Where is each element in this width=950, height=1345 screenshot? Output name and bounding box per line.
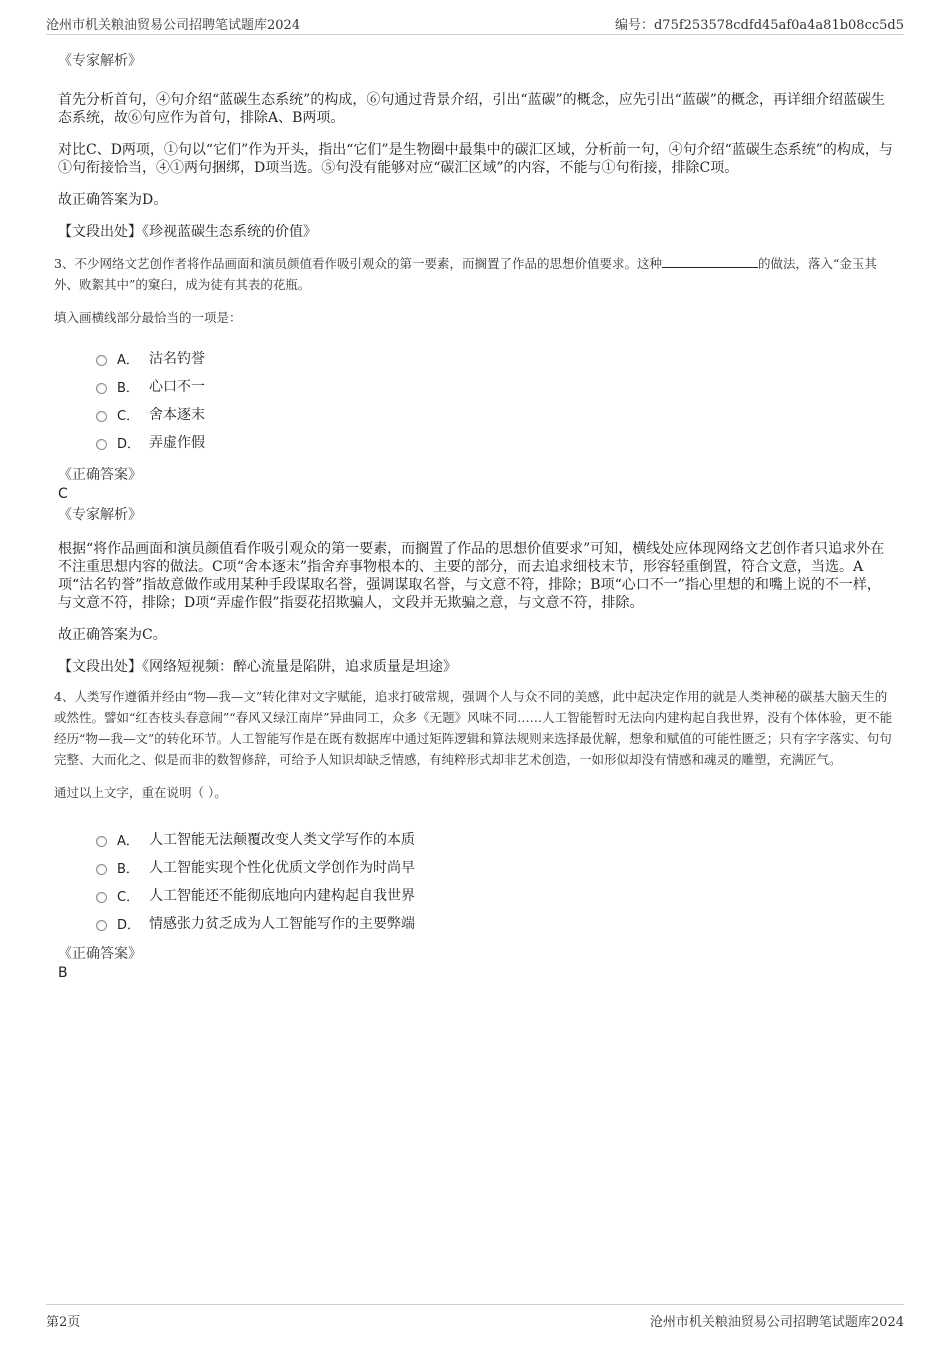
q4-option-d[interactable]: [96, 909, 894, 937]
page-content: [54, 44, 894, 981]
option-text: 弄虚作假: [149, 435, 205, 451]
option-text: 人工智能实现个性化优质文学创作为时尚早: [149, 860, 415, 876]
option-text: 心口不一: [149, 379, 205, 395]
radio-icon[interactable]: [96, 383, 107, 394]
option-letter: B．: [117, 861, 139, 877]
q3-conclusion: 故正确答案为C。: [58, 627, 167, 643]
option-letter: D．: [117, 436, 141, 452]
q4-option-b[interactable]: [96, 853, 894, 881]
q3-stem-b: 的做法，落入“金玉其外、败絮其中”的窠臼，成为徒有其表的花瓶。: [54, 256, 877, 292]
page-number: 第2页: [46, 1315, 81, 1330]
option-letter: C．: [117, 889, 140, 905]
radio-icon[interactable]: [96, 892, 107, 903]
q3-option-c[interactable]: [96, 400, 894, 428]
q3-answer-label: 《正确答案》: [58, 467, 142, 483]
q3-option-b[interactable]: [96, 372, 894, 400]
radio-icon[interactable]: [96, 864, 107, 875]
footer-title: 沧州市机关粮油贸易公司招聘笔试题库2024: [649, 1315, 904, 1330]
radio-icon[interactable]: [96, 920, 107, 931]
q3-options: [96, 344, 894, 456]
q2-analysis-label: 《专家解析》: [58, 53, 142, 69]
q4-option-a[interactable]: [96, 825, 894, 853]
q3-option-d[interactable]: [96, 428, 894, 456]
page-header: [46, 12, 904, 35]
option-text: 舍本逐末: [149, 407, 205, 423]
q4-answer-label: 《正确答案》: [58, 946, 142, 962]
document-code: [615, 14, 904, 33]
option-text: 情感张力贫乏成为人工智能写作的主要弊端: [149, 916, 415, 932]
option-text: 人工智能无法颠覆改变人类文学写作的本质: [149, 832, 415, 848]
option-letter: D．: [117, 917, 141, 933]
radio-icon[interactable]: [96, 439, 107, 450]
q3-source: 【文段出处】《网络短视频：醉心流量是陷阱，追求质量是坦途》: [58, 659, 457, 675]
option-text: 沽名钓誉: [149, 351, 205, 367]
option-letter: A．: [117, 833, 139, 849]
q2-conclusion: 故正确答案为D。: [58, 192, 168, 208]
q3-answer: C: [58, 486, 68, 502]
option-letter: A．: [117, 352, 139, 368]
radio-icon[interactable]: [96, 836, 107, 847]
q4-prompt: 通过以上文字，重在说明（ ）。: [54, 785, 227, 800]
q4-stem: 4、人类写作遵循并经由“物—我—文”转化律对文字赋能，追求打破常规，强调个人与众不同的美感，此中起决定作用的就是人类神秘的碳基大脑天生的或然性。譬如“红杏枝头春意闹”“春风又绿江南岸”异曲同工，众多《无题》风味不同……人工智能暂时无法向内建构起自我世界，没有个体体验，更不能经历“物—我—文”的转化环节。人工智能写作是在既有数据库中通过矩阵逻辑和算法规则来选择最优解，想象和赋值的可能性匮乏；只有字字落实、句句完整、大而化之、似是而非的数智修辞，可给予人知识却缺乏情感，有纯粹形式却非艺术创造，一如形似却没有情感和魂灵的雕塑，充满匠气。: [54, 689, 893, 767]
q3-prompt: 填入画横线部分最恰当的一项是：: [54, 310, 242, 325]
q4-answer: B: [58, 965, 68, 981]
q3-stem-a: 3、不少网络文艺创作者将作品画面和演员颜值看作吸引观众的第一要素，而搁置了作品的思想价值要求。这种: [54, 256, 662, 271]
document-code-value: d75f253578cdfd45af0a4a81b08cc5d5: [653, 18, 904, 33]
q3-analysis-label: 《专家解析》: [58, 507, 142, 523]
q4-option-c[interactable]: [96, 881, 894, 909]
page-footer: [46, 1304, 904, 1329]
radio-icon[interactable]: [96, 411, 107, 422]
option-letter: B．: [117, 380, 139, 396]
option-text: 人工智能还不能彻底地向内建构起自我世界: [149, 888, 415, 904]
option-letter: C．: [117, 408, 140, 424]
q3-option-a[interactable]: [96, 344, 894, 372]
document-code-label: 编号：: [614, 18, 654, 33]
q4-options: [96, 825, 894, 937]
q3-blank: [662, 255, 758, 268]
q2-analysis-p1: 首先分析首句，④句介绍“蓝碳生态系统”的构成，⑥句通过背景介绍，引出“蓝碳”的概念，应先引出“蓝碳”的概念，再详细介绍蓝碳生态系统，故⑥句应作为首句，排除A、B两项。: [58, 92, 885, 126]
radio-icon[interactable]: [96, 355, 107, 366]
q2-source: 【文段出处】《珍视蓝碳生态系统的价值》: [58, 224, 317, 240]
q2-analysis-p2: 对比C、D两项，①句以“它们”作为开头，指出“它们”是生物圈中最集中的碳汇区域，分析前一句，④句介绍“蓝碳生态系统”的构成，与①句衔接恰当，④①两句捆绑，D项当选。⑤句没有能够对应“碳汇区域”的内容，不能与①句衔接，排除C项。: [58, 142, 893, 176]
q3-stem: [54, 253, 894, 295]
header-title: 沧州市机关粮油贸易公司招聘笔试题库2024: [46, 18, 301, 33]
q3-analysis: 根据“将作品画面和演员颜值看作吸引观众的第一要素，而搁置了作品的思想价值要求”可知，横线处应体现网络文艺创作者只追求外在不注重思想内容的做法。C项“舍本逐末”指舍弃事物根本的、主要的部分，而去追求细枝末节，形容轻重倒置，符合文意，当选。A项“沽名钓誉”指故意做作或用某种手段谋取名誉，强调谋取名誉，与文意不符，排除；B项“心口不一”指心里想的和嘴上说的不一样，与文意不符，排除；D项“弄虚作假”指耍花招欺骗人，文段并无欺骗之意，与文意不符，排除。: [58, 541, 885, 611]
